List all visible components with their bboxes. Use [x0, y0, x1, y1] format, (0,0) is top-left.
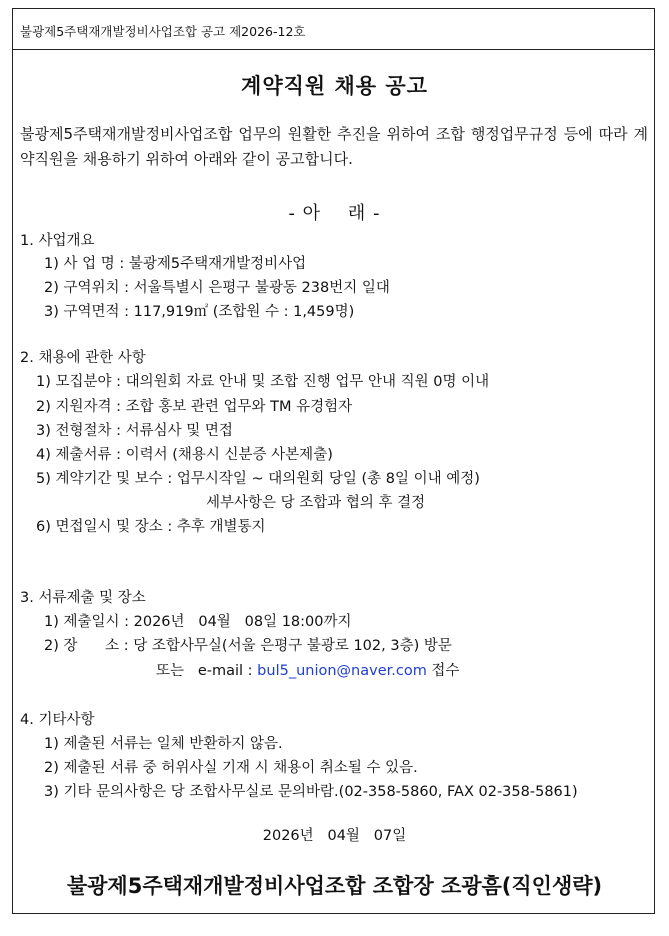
notice-number: 불광제5주택재개발정비사업조합 공고 제2026-12호	[20, 24, 306, 39]
signature-line: 불광제5주택재개발정비사업조합 조합장 조광흠(직인생략)	[66, 874, 603, 898]
section-4-title: 4. 기타사항	[20, 712, 95, 728]
email-prefix: 또는 e-mail :	[156, 663, 258, 679]
section-2-item: 2) 지원자격 : 조합 홍보 관련 업무와 TM 유경험자	[36, 399, 353, 415]
section-3-item: 2) 장 소 : 당 조합사무실(서울 은평구 불광로 102, 3층) 방문	[44, 638, 452, 654]
section-3-title: 3. 서류제출 및 장소	[20, 590, 146, 606]
section-1-item: 1) 사 업 명 : 불광제5주택재개발정비사업	[44, 256, 307, 272]
section-1-item: 2) 구역위치 : 서울특별시 은평구 불광동 238번지 일대	[44, 280, 390, 296]
section-2-item: 4) 제출서류 : 이력서 (채용시 신분증 사본제출)	[36, 447, 333, 463]
section-4-item: 3) 기타 문의사항은 당 조합사무실로 문의바람.(02-358-5860, FAX 02-358-5861)	[44, 784, 578, 800]
ah-heading: - 아 래 -	[288, 203, 381, 224]
email-suffix: 접수	[426, 663, 460, 679]
document-title: 계약직원 채용 공고	[241, 74, 428, 98]
section-2-title: 2. 채용에 관한 사항	[20, 350, 146, 366]
notice-header	[12, 8, 655, 50]
section-4-item: 2) 제출된 서류 중 허위사실 기재 시 채용이 취소될 수 있음.	[44, 760, 418, 776]
email-link[interactable]: bul5_union@naver.com	[257, 663, 427, 679]
section-3-item: 1) 제출일시 : 2026년 04월 08일 18:00까지	[44, 614, 352, 630]
section-3-email-line	[156, 659, 459, 680]
notice-date: 2026년 04월 07일	[262, 828, 407, 844]
section-2-item: 5) 계약기간 및 보수 : 업무시작일 ~ 대의원회 당일 (총 8일 이내 예정)	[36, 471, 480, 487]
section-2-item-detail: 세부사항은 당 조합과 협의 후 결정	[206, 495, 426, 511]
section-1-title: 1. 사업개요	[20, 233, 95, 249]
section-1-item: 3) 구역면적 : 117,919㎡ (조합원 수 : 1,459명)	[44, 304, 355, 320]
section-2-item: 3) 전형절차 : 서류심사 및 면접	[36, 423, 233, 439]
intro-paragraph: 불광제5주택재개발정비사업조합 업무의 원활한 추진을 위하여 조합 행정업무규정 등에 따라 계약직원을 채용하기 위하여 아래와 같이 공고합니다.	[20, 125, 648, 168]
section-2-item: 6) 면접일시 및 장소 : 추후 개별통지	[36, 519, 266, 535]
section-4-item: 1) 제출된 서류는 일체 반환하지 않음.	[44, 736, 283, 752]
section-2-item: 1) 모집분야 : 대의원회 자료 안내 및 조합 진행 업무 안내 직원 0명 이내	[36, 374, 490, 390]
